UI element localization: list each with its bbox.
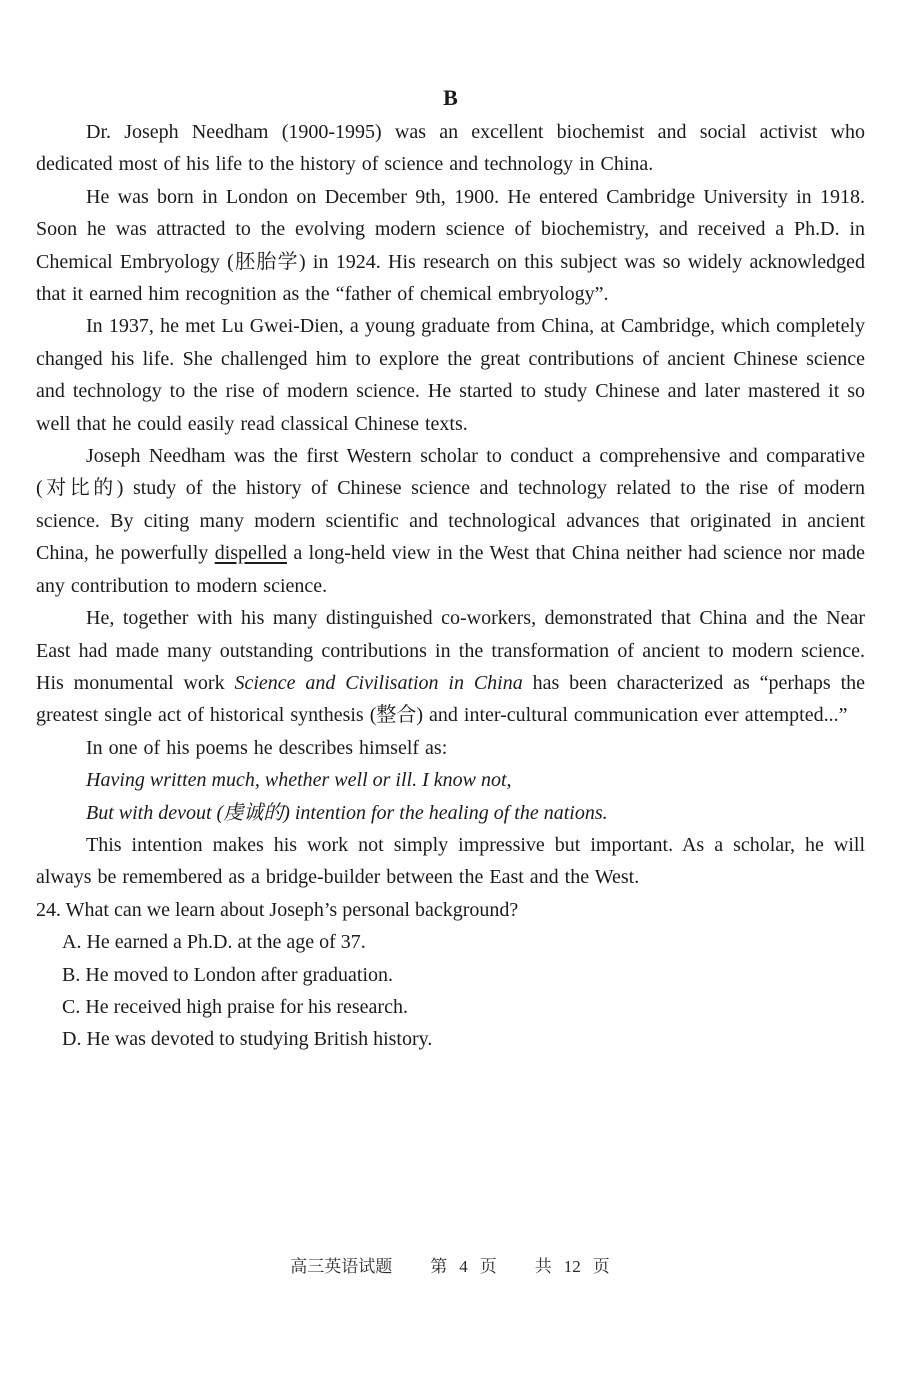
paragraph-text: He, together with his many distinguished co-workers, demonstrated that China and the Near East had made many outstanding contributions in the transformation of ancient to modern science. His monumental work	[36, 607, 865, 694]
footer-total-suffix: 页	[592, 1257, 610, 1276]
question-24-option-d: D. He was devoted to studying British history.	[62, 1028, 433, 1051]
footer-page-prefix: 第	[430, 1257, 448, 1276]
question-24-stem: 24. What can we learn about Joseph’s personal background?	[36, 898, 519, 921]
paragraph-text: In 1937, he met Lu Gwei-Dien, a young graduate from China, at Cambridge, which completely changed his life. She challenged him to explore the great contributions of ancient Chinese science and technology to the rise of modern science. He started to study Chinese and later mastered it so well that he could easily read classical Chinese texts.	[36, 315, 865, 435]
passage-paragraph-4	[36, 440, 865, 602]
poem-line-1: Having written much, whether well or ill. I know not,	[86, 769, 512, 792]
passage-paragraph-6	[36, 732, 865, 764]
passage-paragraph-2	[36, 181, 865, 311]
footer-total-prefix: 共	[534, 1257, 552, 1276]
footer-page-indicator	[430, 1252, 497, 1277]
paragraph-text: This intention makes his work not simply impressive but important. As a scholar, he will always be remembered as a bridge-builder between the East and the West.	[36, 833, 865, 889]
footer-page-number: 4	[459, 1257, 468, 1276]
question-24-option-b: B. He moved to London after graduation.	[62, 963, 394, 986]
paragraph-text: has been characterized as “perhaps the greatest single act of historical synthesis (整合) and inter-cultural communication ever attempted...”	[36, 671, 866, 727]
poem-line-2: But with devout (虔诚的) intention for the healing of the nations.	[86, 801, 608, 824]
book-title-italic: Science and Civilisation in China	[234, 671, 523, 694]
page-footer	[0, 1252, 900, 1277]
passage-paragraph-3	[36, 310, 865, 440]
question-24-option-a: A. He earned a Ph.D. at the age of 37.	[62, 931, 366, 954]
paragraph-text: He was born in London on December 9th, 1900. He entered Cambridge University in 1918. Soon he was attracted to the evolving modern science of biochemistry, and received a Ph.D. in Chemical Embryology (胚胎学) in 1924. His research on this subject was so widely acknowledged that it earned him recognition as the “father of chemical embryology”.	[36, 185, 865, 306]
question-24-option-c: C. He received high praise for his research.	[62, 995, 408, 1018]
footer-total-indicator	[535, 1252, 610, 1277]
passage-paragraph-5	[36, 602, 865, 732]
footer-page-suffix: 页	[479, 1257, 497, 1276]
paragraph-text: In one of his poems he describes himself as:	[86, 736, 448, 759]
paragraph-text: a long-held view in the West that China neither had science nor made any contribution to modern science.	[36, 542, 866, 597]
paragraph-text: Dr. Joseph Needham (1900-1995) was an excellent biochemist and social activist who dedicated most of his life to the history of science and technology in China.	[36, 121, 865, 176]
question-block	[36, 894, 865, 1056]
passage-paragraph-1	[36, 116, 865, 181]
underlined-word-dispelled: dispelled	[214, 542, 287, 565]
paragraph-text: Joseph Needham was the first Western scholar to conduct a comprehensive and comparative (对比的) study of the history of Chinese science and technology related to the rise of modern science. By citing many modern scientific and technological advances that originated in ancient China, he powerfully	[36, 445, 865, 565]
footer-total-number: 12	[563, 1257, 581, 1276]
footer-doc-title: 高三英语试题	[290, 1257, 393, 1276]
passage-section-label: B	[443, 85, 458, 110]
passage-paragraph-7	[36, 829, 865, 894]
